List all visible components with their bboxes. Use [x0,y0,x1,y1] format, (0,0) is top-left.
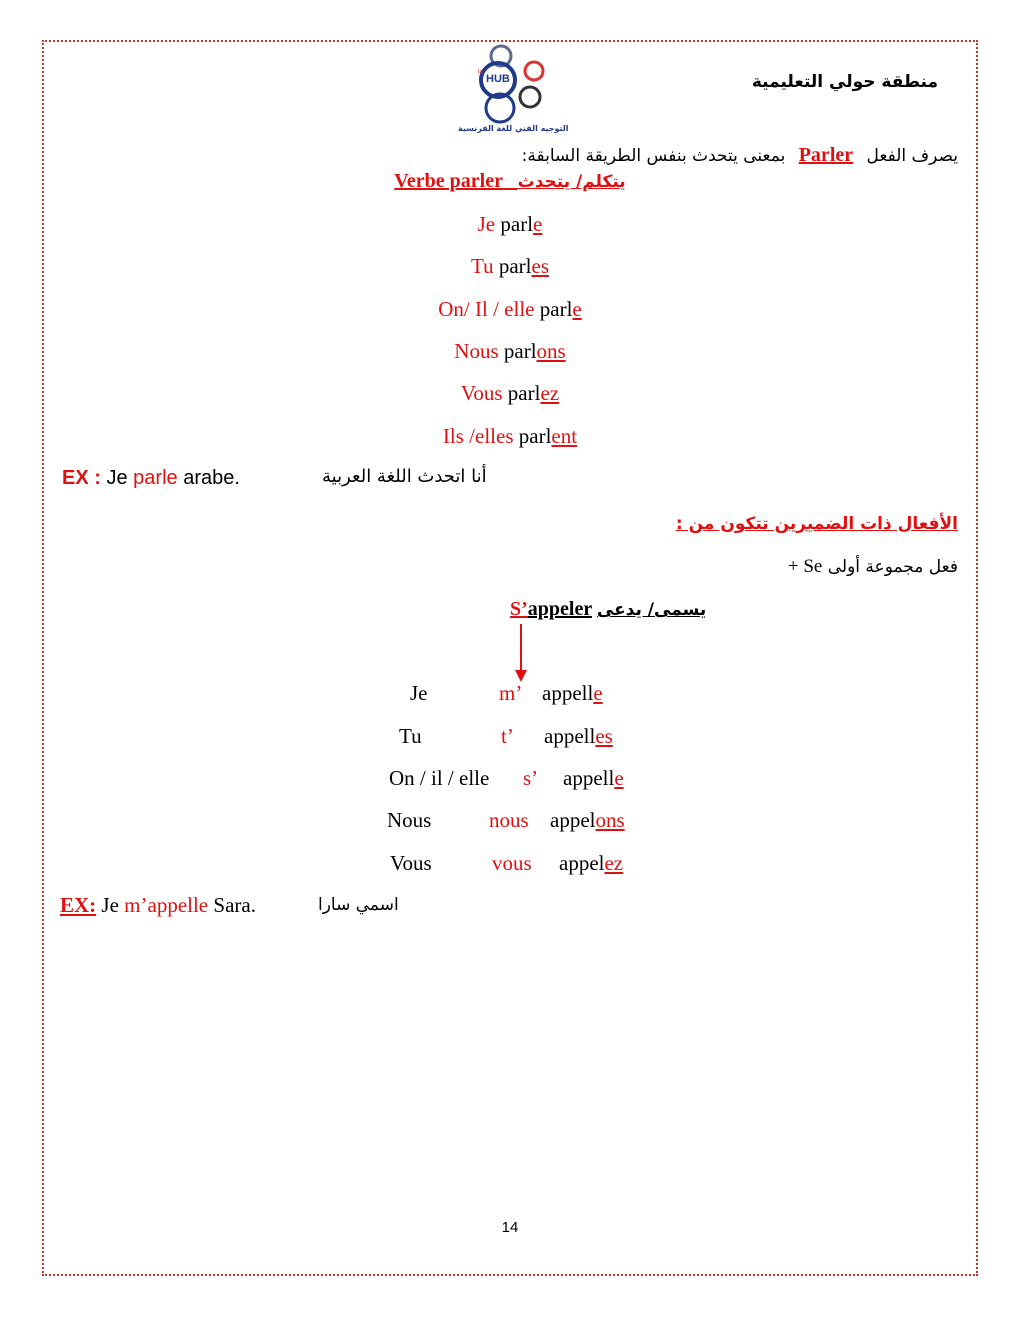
reflexive-row: On / il / elle s’ appelle [389,766,624,790]
logo-text: HUB [486,73,510,85]
page-number: 14 [501,1219,519,1236]
conj-row: Nous parlons [454,339,566,363]
example-1: EX : Je parle arabe. [62,467,240,489]
example-1-translation: أنا اتحدث اللغة العربية [322,466,487,487]
reflexive-row: Vous vous appelez [390,851,624,875]
reflexive-row: Nous nous appelons [387,808,625,832]
reflexive-row: Tu t’ appelles [399,724,613,748]
conj-row: Tu parles [471,254,549,278]
verb1-title-ar: يتكلم/ يتحدث [517,172,626,192]
verb1-title [0,170,1020,193]
conj-row: Ils /elles parlent [442,424,578,448]
rule-line: فعل مجموعة أولى + Se [787,556,958,577]
verb2-title-first: S’ [510,598,528,620]
logo-caption: التوجيه الفني للغة الفرنسية [458,124,569,133]
intro-line [522,144,958,167]
verb2-title: S’appeler يسمى/ يدعى [510,598,707,620]
verb1-title-fr: Verbe parler [394,170,503,192]
example-label: EX: [60,893,97,917]
logo-circles-icon [452,42,572,150]
example-2: EX: Je m’appelle Sara. [60,893,256,917]
conj-row: On/ Il / elle parle [438,297,582,321]
org-name: منطقة حولي التعليمية [751,72,938,92]
intro-suffix: بمعنى يتحدث بنفس الطريقة السابقة: [521,146,786,166]
conj-row: Vous parlez [460,381,560,405]
arrow-down-icon [514,624,528,684]
intro-prefix: يصرف الفعل [866,146,958,166]
example-label: EX : [62,467,101,489]
logo-superscript: lc [478,69,484,76]
intro-verb: Parler [798,144,854,166]
logo [452,42,572,150]
conj-row: Je parle [477,212,543,236]
example-2-translation: اسمي سارا [318,895,399,915]
section-heading: الأفعال ذات الضميرين تتكون من : [675,514,958,534]
reflexive-row: Je m’ appelle [410,681,603,705]
